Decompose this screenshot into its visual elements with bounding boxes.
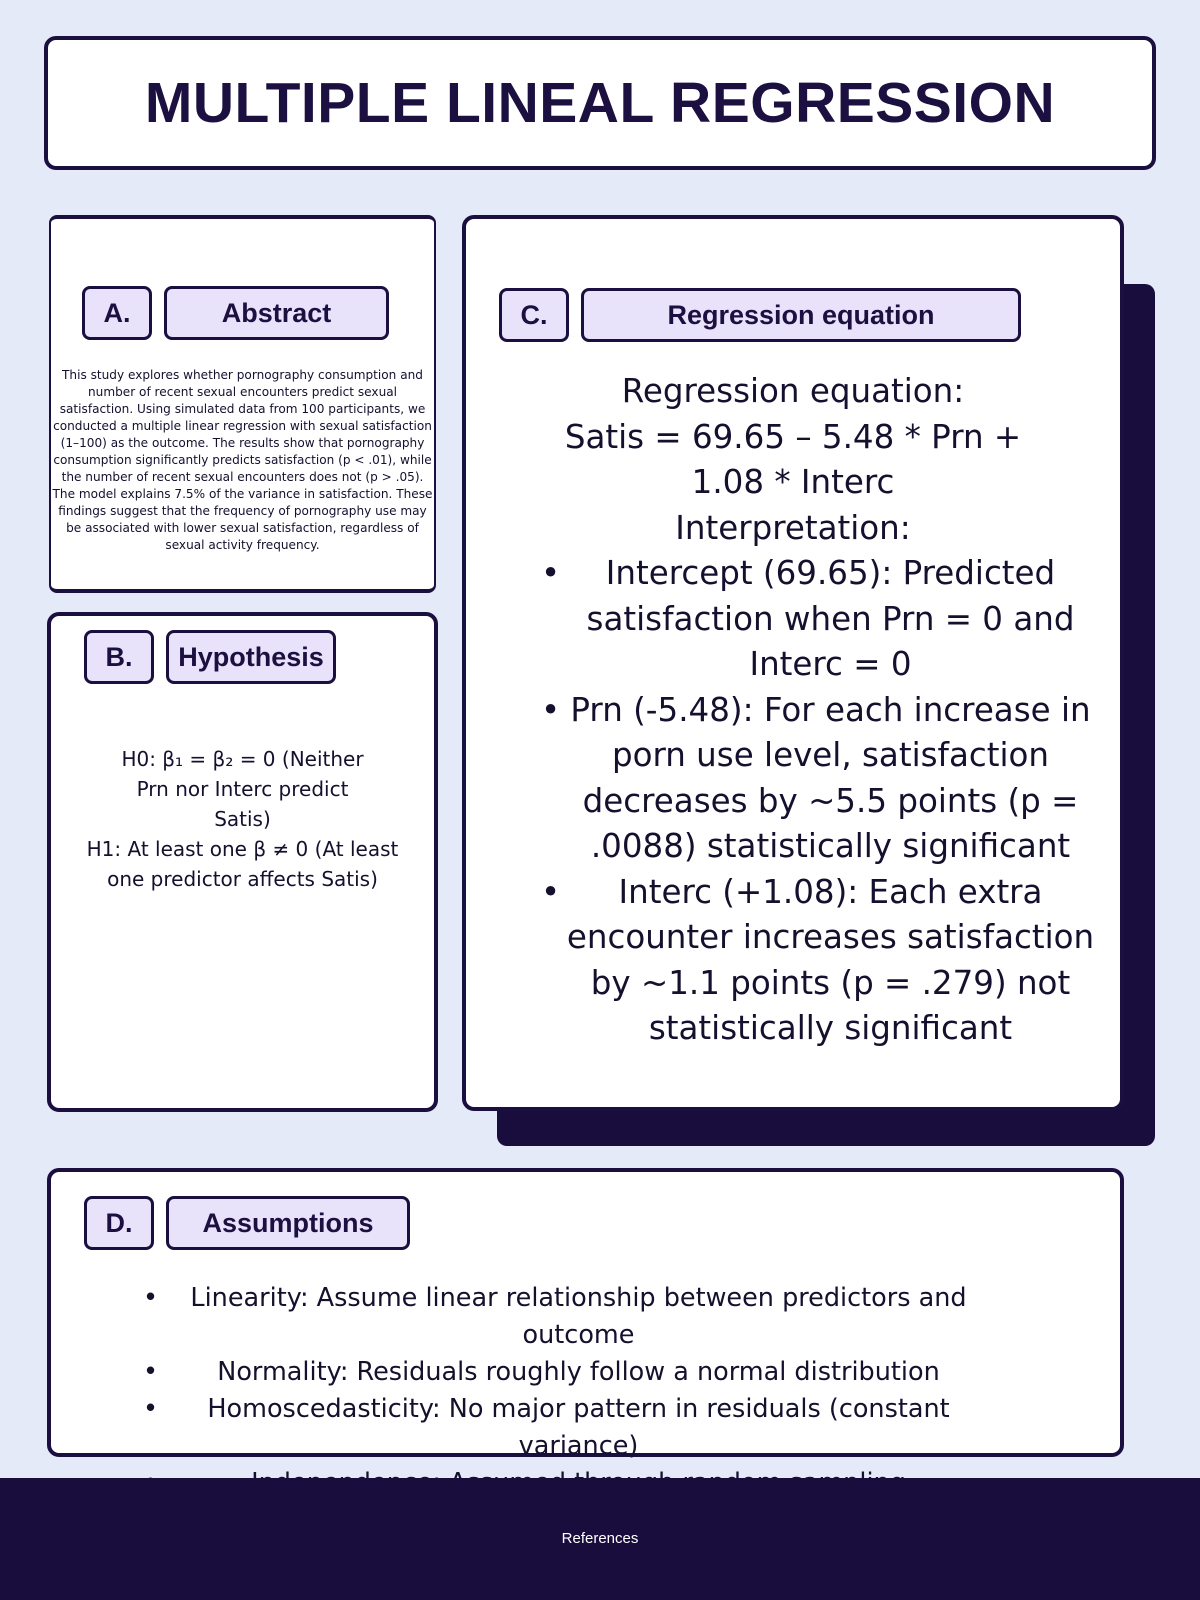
regression-header bbox=[499, 288, 1021, 342]
abstract-text: This study explores whether pornography consumption and number of recent sexual encounters predict sexual satisfaction. Using simulated data from 100 participants, we conducted a multiple linear regression with sexual satisfaction (1–100) as the outcome. The results show that pornography consumption significantly predicts satisfaction (p < .01), while the number of recent sexual encounters does not (p > .05). The model explains 7.5% of the variance in satisfaction. These findings suggest that the frequency of pornography use may be associated with lower sexual satisfaction, regardless of sexual activity frequency. bbox=[52, 368, 433, 552]
interpretation-text: Interc (+1.08): Each extra encounter increases satisfaction by ~1.1 points (p = .279) not statistically significant bbox=[566, 872, 1095, 1047]
section-letter-a: A. bbox=[82, 286, 152, 340]
assumption-text: Normality: Residuals roughly follow a normal distribution bbox=[217, 1357, 940, 1387]
interpretation-item-intercept bbox=[466, 551, 1120, 688]
bullet-icon: • bbox=[541, 872, 561, 911]
abstract-card bbox=[49, 215, 436, 593]
assumption-item-normality bbox=[51, 1354, 1120, 1391]
regression-equation: Satis = 69.65 – 5.48 * Prn + 1.08 * Interc bbox=[564, 417, 1022, 501]
assumption-text: Homoscedasticity: No major pattern in residuals (constant variance) bbox=[207, 1394, 950, 1461]
bullet-icon: • bbox=[143, 1357, 159, 1387]
section-letter-b: B. bbox=[84, 630, 154, 684]
interpretation-text: Prn (-5.48): For each increase in porn use level, satisfaction decreases by ~5.5 points (p = .0088) statistically significant bbox=[570, 690, 1091, 865]
bullet-icon: • bbox=[143, 1283, 159, 1313]
interpretation-item-interc bbox=[466, 870, 1120, 1052]
assumption-item-homoscedasticity bbox=[51, 1391, 1120, 1465]
assumptions-header bbox=[84, 1196, 410, 1250]
page-title: MULTIPLE LINEAL REGRESSION bbox=[144, 71, 1056, 135]
hypothesis-card bbox=[47, 612, 438, 1112]
footer-bar bbox=[0, 1478, 1200, 1600]
hypothesis-text bbox=[51, 744, 434, 894]
regression-card bbox=[462, 215, 1124, 1111]
assumption-item-linearity bbox=[51, 1280, 1120, 1354]
title-banner bbox=[44, 36, 1156, 170]
section-title-regression: Regression equation bbox=[581, 288, 1021, 342]
hypothesis-header bbox=[84, 630, 336, 684]
bullet-icon: • bbox=[541, 554, 561, 592]
section-letter-d: D. bbox=[84, 1196, 154, 1250]
section-letter-c: C. bbox=[499, 288, 569, 342]
abstract-header bbox=[82, 286, 389, 340]
bullet-icon: • bbox=[541, 690, 561, 729]
null-hypothesis: H0: β₁ = β₂ = 0 (Neither Prn nor Interc predict Satis) bbox=[121, 747, 364, 831]
assumption-text: Linearity: Assume linear relationship between predictors and outcome bbox=[190, 1283, 967, 1350]
bullet-icon: • bbox=[143, 1394, 159, 1424]
section-title-assumptions: Assumptions bbox=[166, 1196, 410, 1250]
alternative-hypothesis: H1: At least one β ≠ 0 (At least one predictor affects Satis) bbox=[86, 837, 399, 891]
interpretation-item-prn bbox=[466, 688, 1120, 870]
regression-body bbox=[466, 369, 1120, 1052]
interpretation-heading: Interpretation: bbox=[675, 508, 911, 547]
regression-heading: Regression equation: bbox=[621, 372, 965, 410]
references-link[interactable]: References bbox=[561, 1530, 639, 1547]
assumptions-list bbox=[51, 1280, 1120, 1502]
section-title-abstract: Abstract bbox=[164, 286, 389, 340]
section-title-hypothesis: Hypothesis bbox=[166, 630, 336, 684]
interpretation-text: Intercept (69.65): Predicted satisfaction when Prn = 0 and Interc = 0 bbox=[586, 554, 1075, 683]
assumptions-card bbox=[47, 1168, 1124, 1461]
